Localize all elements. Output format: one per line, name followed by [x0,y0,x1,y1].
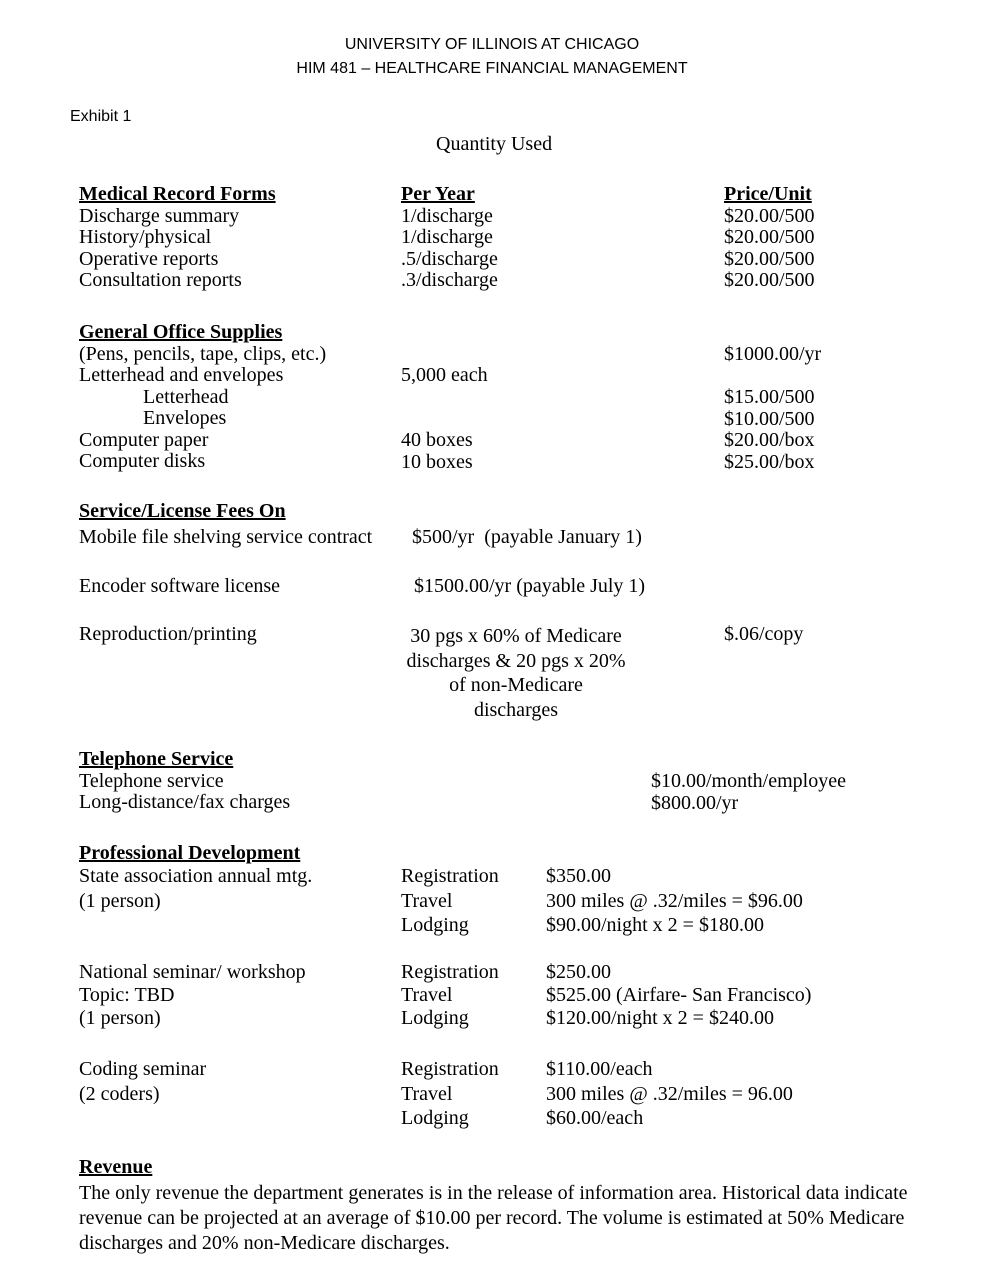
item-qty: 1/discharge [401,204,493,227]
cost-value: $250.00 [546,961,611,983]
general-office-prices [724,387,815,473]
cost-value: $525.00 (Airfare- San Francisco) [546,984,812,1006]
service-fees-heading: Service/License Fees On [79,500,286,522]
cost-value: $120.00/night x 2 = $240.00 [546,1007,774,1029]
state-association-label [79,864,312,913]
item-name: Computer paper [79,428,209,451]
per-year-column [401,184,498,292]
item-price: $25.00/box [724,450,815,473]
professional-development-heading: Professional Development [79,842,301,864]
coding-seminar-costs [546,1057,793,1131]
item-name: Computer disks [79,450,206,472]
medical-record-forms-section [79,184,276,292]
revenue-heading: Revenue [79,1156,153,1178]
national-seminar-costs [546,961,811,1030]
item-qty: .3/discharge [401,269,498,291]
price-column [724,184,815,292]
label-line: (1 person) [79,1007,161,1029]
revenue-paragraph: The only revenue the department generates is in the release of information area. Historical data indicate revenue can be projected at an average of $10.00 per record. The volume is estimated at 50% Medicare discharges and 20% non-Medicare discharges. [79,1182,908,1254]
item-price: $800.00/yr [651,791,739,814]
cost-category: Lodging [401,914,469,937]
mobile-shelving-label: Mobile file shelving service contract [79,526,373,548]
exhibit-label: Exhibit 1 [70,108,132,125]
cost-category: Lodging [401,1007,469,1029]
label-line: National seminar/ workshop [79,961,306,983]
cost-value: $60.00/each [546,1107,644,1130]
cost-category: Registration [401,1058,499,1080]
state-association-categories [401,864,499,938]
item-name: Envelopes [143,407,227,429]
reproduction-qty-line: discharges & 20 pgs x 20% [406,649,626,672]
item-name: (Pens, pencils, tape, clips, etc.) [79,342,327,365]
item-qty: 5,000 each [401,364,488,386]
label-line: State association annual mtg. [79,865,313,887]
cost-category: Lodging [401,1107,469,1130]
general-office-qty [401,430,473,473]
cost-value: 300 miles @ .32/miles = $96.00 [546,889,803,912]
cost-category: Travel [401,1082,453,1105]
cost-value: $90.00/night x 2 = $180.00 [546,914,764,937]
cost-category: Travel [401,889,453,912]
label-line: (1 person) [79,889,161,912]
item-price: $20.00/500 [724,247,815,270]
item-name: Telephone service [79,769,224,792]
section-heading: General Office Supplies [79,321,283,343]
national-seminar-label [79,961,306,1030]
cost-category: Registration [401,961,499,983]
section-heading: Medical Record Forms [79,183,276,205]
item-price: $20.00/box [724,429,815,451]
encoder-license-label: Encoder software license [79,575,281,597]
national-seminar-categories [401,961,499,1030]
item-qty: .5/discharge [401,247,498,270]
item-name: Long-distance/fax charges [79,791,291,813]
item-price: $20.00/500 [724,269,815,291]
section-heading: Telephone Service [79,748,234,770]
item-name: Letterhead and envelopes [79,364,284,386]
item-name: Operative reports [79,247,219,270]
course-title: HIM 481 – HEALTHCARE FINANCIAL MANAGEMENT [296,60,688,77]
university-title: UNIVERSITY OF ILLINOIS AT CHICAGO [344,36,640,53]
cost-category: Travel [401,984,453,1006]
cost-value: $350.00 [546,865,611,887]
cost-category: Registration [401,865,499,887]
reproduction-label: Reproduction/printing [79,623,257,645]
item-qty: 40 boxes [401,429,473,451]
reproduction-qty-line: discharges [473,699,559,722]
coding-seminar-categories [401,1057,499,1131]
encoder-license-value: $1500.00/yr (payable July 1) [414,575,646,597]
item-price: $1000.00/yr [724,343,822,365]
item-name: Consultation reports [79,269,242,291]
reproduction-price: $.06/copy [724,623,804,645]
telephone-prices [651,771,846,814]
label-line: Coding seminar [79,1058,207,1080]
quantity-used-heading: Quantity Used [436,133,553,155]
general-office-section [79,322,326,473]
item-price: $20.00/500 [724,226,815,248]
per-year-heading: Per Year [401,183,475,205]
item-qty: 1/discharge [401,226,493,248]
state-association-costs [546,864,803,938]
item-price: $15.00/500 [724,386,815,408]
item-name: Discharge summary [79,204,240,227]
item-qty: 10 boxes [401,450,473,473]
item-price: $10.00/500 [724,407,815,430]
reproduction-qty-line: 30 pgs x 60% of Medicare [410,625,622,647]
telephone-section [79,749,290,814]
item-name: History/physical [79,226,212,248]
mobile-shelving-value: $500/yr (payable January 1) [412,526,642,548]
cost-value: $110.00/each [546,1058,653,1080]
label-line: Topic: TBD [79,984,175,1006]
reproduction-qty [396,624,636,723]
item-price: $10.00/month/employee [651,770,846,792]
item-price: $20.00/500 [724,204,815,227]
cost-value: 300 miles @ .32/miles = 96.00 [546,1082,793,1105]
reproduction-qty-line: of non-Medicare [449,674,583,697]
item-name: Letterhead [143,385,229,408]
label-line: (2 coders) [79,1082,160,1105]
price-heading: Price/Unit [724,183,812,205]
coding-seminar-label [79,1057,206,1106]
